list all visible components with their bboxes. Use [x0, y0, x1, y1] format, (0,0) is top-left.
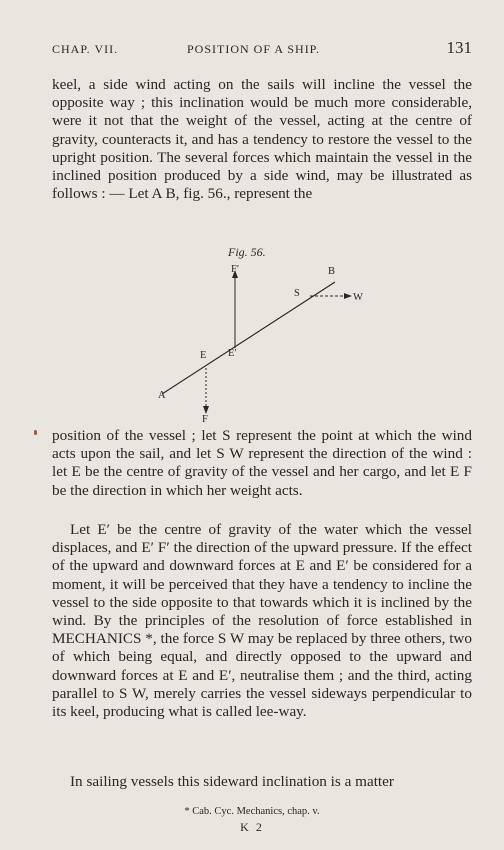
label-e-prime: E′ [228, 348, 237, 359]
signature-mark: K 2 [240, 820, 264, 834]
label-e: E [200, 350, 207, 361]
label-f: F [202, 414, 208, 424]
vessel-line [162, 282, 335, 394]
running-header [52, 38, 472, 60]
paragraph-4: In sailing vessels this sideward inclination is a matter [70, 773, 394, 790]
running-title: POSITION OF A SHIP. [187, 42, 321, 56]
figure-caption: Fig. 56. [228, 245, 266, 259]
label-w: W [353, 292, 363, 303]
paragraph-1: keel, a side wind acting on the sails will incline the vessel the opposite way ; this inclination would be much more considerable, were it not that the weight of the vessel, acting at the centre of gravity, counteracts it, and has a tendency to restore the vessel to the upright position. The several forces which maintain the vessel in the inclined position produced by a side wind, may be illustrated as follows : — Let A B, fig. 56., represent the [52, 76, 472, 203]
label-f-prime: F′ [231, 264, 240, 275]
footnote: * Cab. Cyc. Mechanics, chap. v. [184, 806, 320, 817]
page-blemish [34, 430, 37, 435]
label-a: A [158, 390, 166, 401]
label-s: S [294, 288, 300, 299]
label-b: B [328, 266, 336, 277]
downward-arrowhead [203, 406, 209, 414]
paragraph-2: position of the vessel ; let S represent the point at which the wind acts upon the sail, and let S W represent the direction of the wind : let E be the centre of gravity of the vessel and her cargo, and let E F be the direction in which her weight acts. [52, 427, 472, 499]
figure-56 [140, 244, 380, 424]
paragraph-3: Let E′ be the centre of gravity of the water which the vessel displaces, and E′ F′ the direction of the upward pressure. If the effect of the upward and downward forces at E and E′ be considered for a moment, it will be perceived that they have a tendency to incline the vessel to the side opposite to that towards which it is inclined by the wind. By the principles of the resolution of force established in MECHANICS *, the force S W may be replaced by three others, two of which being equal, and directly opposed to the upward and downward forces at E and E′, neutralise them ; and the third, acting parallel to S W, merely carries the vessel sideways perpendicular to its keel, producing what is called lee-way. [52, 521, 472, 721]
figure-56-diagram [140, 244, 380, 424]
chapter-label: CHAP. VII. [52, 42, 119, 56]
wind-arrowhead [344, 293, 352, 299]
page-number: 131 [446, 38, 472, 57]
